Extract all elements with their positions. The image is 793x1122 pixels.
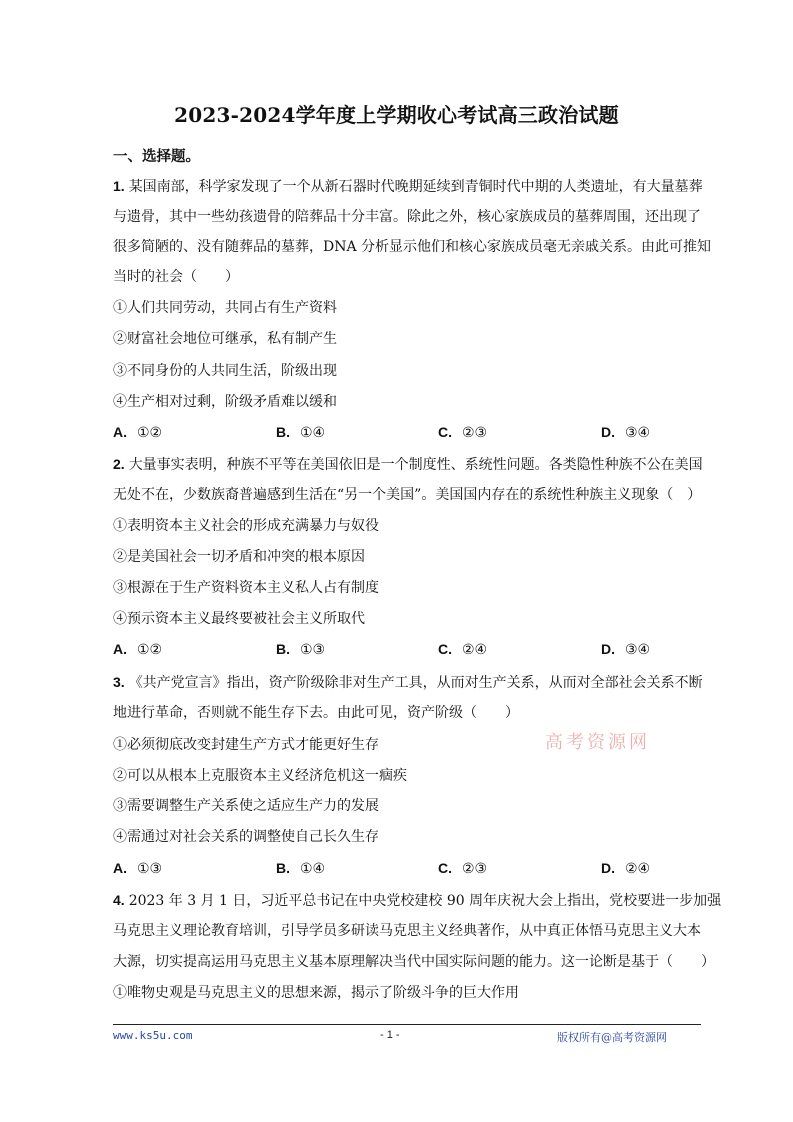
section-heading: 一、选择题。	[113, 148, 200, 165]
question-3-number: 3.	[113, 674, 125, 690]
question-1-statement-4: ④生产相对过剩，阶级矛盾难以缓和	[113, 394, 337, 410]
question-1-statement-2: ②财富社会地位可继承，私有制产生	[113, 331, 337, 347]
question-4-line-1: 4. 2023 年 3 月 1 日，习近平总书记在中央党校建校 90 周年庆祝大会上指出，党校要进一步加强	[113, 892, 722, 909]
question-1-statement-3: ③不同身份的人共同生活，阶级出现	[113, 363, 337, 379]
question-1-line-2: 与遗骨，其中一些幼孩遗骨的陪葬品十分丰富。除此之外，核心家族成员的墓葬周围，还出现了	[113, 209, 701, 225]
question-3-line-2: 地进行革命，否则就不能生存下去。由此可见，资产阶级（ ）	[113, 705, 519, 721]
question-1-line-4: 当时的社会（ ）	[113, 269, 239, 285]
question-2-option-a: A. ①②	[113, 641, 163, 658]
question-2-statement-2: ②是美国社会一切矛盾和冲突的根本原因	[113, 549, 365, 565]
exam-title: 2023-2024学年度上学期收心考试高三政治试题	[174, 103, 619, 127]
question-2-number: 2.	[113, 456, 125, 472]
question-1-option-c: C. ②③	[438, 424, 488, 441]
question-1-number: 1.	[113, 178, 125, 194]
question-4-number: 4.	[113, 892, 125, 908]
question-2-statement-3: ③根源在于生产资料资本主义私人占有制度	[113, 580, 379, 596]
question-3-line-1: 3. 《共产党宣言》指出，资产阶级除非对生产工具，从而对生产关系，从而对全部社会关系不断	[113, 674, 703, 691]
question-2-option-d: D. ③④	[601, 641, 651, 658]
footer-site-link[interactable]: www.ks5u.com	[113, 1029, 193, 1042]
question-2-statement-1: ①表明资本主义社会的形成充满暴力与奴役	[113, 518, 379, 534]
question-4-line-3: 大源，切实提高运用马克思主义基本原理解决当代中国实际问题的能力。这一论断是基于（ ）	[113, 954, 715, 970]
question-3-option-b: B. ①④	[276, 860, 326, 877]
question-1-option-a: A. ①②	[113, 424, 163, 441]
footer-page-number: - 1 -	[380, 1029, 400, 1041]
question-3-statement-1: ①必须彻底改变封建生产方式才能更好生存	[113, 737, 379, 753]
question-1-statement-1: ①人们共同劳动，共同占有生产资料	[113, 300, 337, 316]
question-3-statement-2: ②可以从根本上克服资本主义经济危机这一痼疾	[113, 768, 407, 784]
question-1-option-d: D. ③④	[601, 424, 651, 441]
question-1-line-3: 很多简陋的、没有随葬品的墓葬，DNA 分析显示他们和核心家族成员毫无亲戚关系。由此可推知	[113, 239, 712, 255]
question-3-statement-4: ④需通过对社会关系的调整使自己长久生存	[113, 829, 379, 845]
question-3-option-a: A. ①③	[113, 860, 163, 877]
question-4-line-2: 马克思主义理论教育培训，引导学员多研读马克思主义经典著作，从中真正体悟马克思主义大本	[113, 923, 701, 939]
footer-divider	[113, 1024, 701, 1025]
watermark: 高考资源网	[545, 732, 650, 753]
footer-copyright: 版权所有@高考资源网	[557, 1031, 667, 1044]
question-4-statement-1: ①唯物史观是马克思主义的思想来源，揭示了阶级斗争的巨大作用	[113, 985, 519, 1001]
question-2-line-2: 无处不在，少数族裔普遍感到生活在“另一个美国”。美国国内存在的系统性种族主义现象（ ）	[113, 487, 702, 503]
question-2-statement-4: ④预示资本主义最终要被社会主义所取代	[113, 611, 365, 627]
question-2-line-1: 2. 大量事实表明，种族不平等在美国依旧是一个制度性、系统性问题。各类隐性种族不公在美国	[113, 456, 703, 473]
question-2-option-c: C. ②④	[438, 641, 488, 658]
question-1-line-1: 1. 某国南部，科学家发现了一个从新石器时代晚期延续到青铜时代中期的人类遗址，有大量墓葬	[113, 178, 703, 195]
question-1-option-b: B. ①④	[276, 424, 326, 441]
question-3-option-c: C. ②③	[438, 860, 488, 877]
question-3-statement-3: ③需要调整生产关系使之适应生产力的发展	[113, 798, 379, 814]
question-2-option-b: B. ①③	[276, 641, 326, 658]
question-3-option-d: D. ②④	[601, 860, 651, 877]
